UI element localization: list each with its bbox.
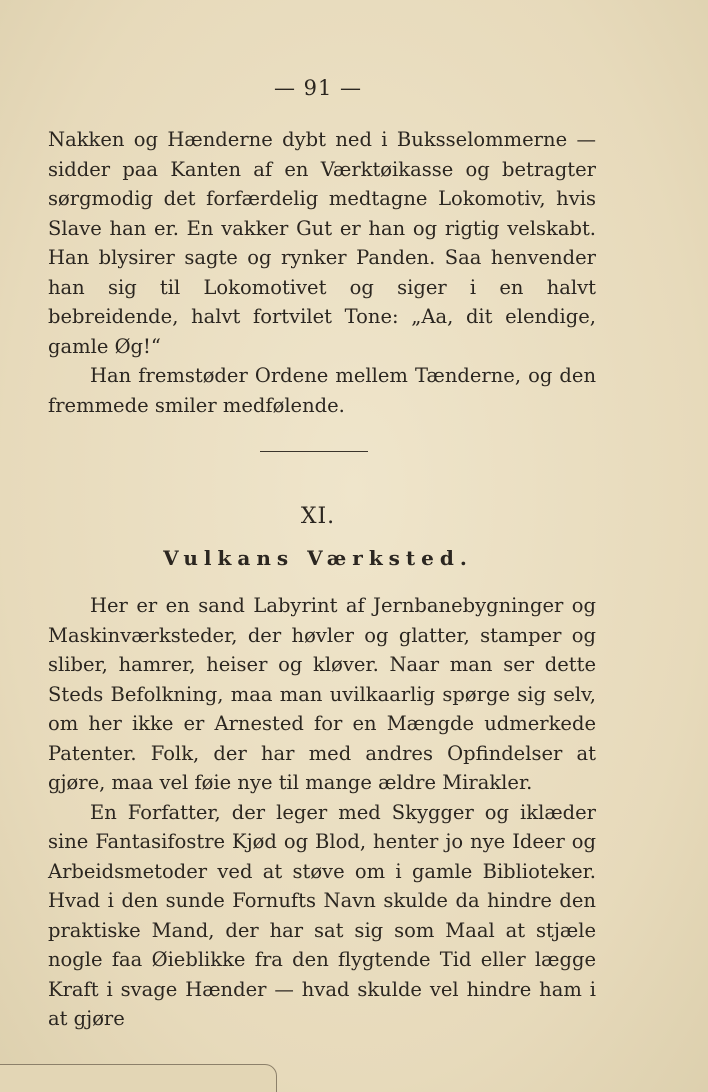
chapter-number: XI. — [300, 504, 336, 529]
paper-edge-tab — [0, 1064, 277, 1092]
page-number: — 91 — — [273, 76, 363, 100]
paragraph: Her er en sand Labyrint af Jernbanebygninger og Maskinværksteder, der høvler og glatter, stamper og sliber, hamrer, heiser og kløver. Naar man ser dette Steds Befolkning, maa man uvilkaarlig spørge sig selv, om her ikke er Arnested for en Mængde udmerkede Patenter. Folk, der har med andres Opfindelser at gjøre, maa vel føie nye til mange ældre Mirakler. — [48, 594, 596, 794]
chapter-title: Vulkans Værksted. — [163, 546, 473, 570]
paragraph: En Forfatter, der leger med Skygger og iklæder sine Fantasifostre Kjød og Blod, henter jo nye Ideer og Arbeidsmetoder ved at støve om i gamle Biblioteker. Hvad i den sunde Fornufts Navn skulde da hindre den praktiske Mand, der har sat sig som Maal at stjæle nogle faa Øieblikke fra den flygtende Tid eller lægge Kraft i svage Hænder — hvad skulde vel hindre ham i at gjøre — [48, 800, 596, 1030]
text-block-bottom — [48, 591, 596, 1034]
text-block-top — [48, 125, 596, 420]
paragraph: Han fremstøder Ordene mellem Tænderne, og den fremmede smiler medfølende. — [48, 364, 596, 417]
paragraph: Nakken og Hænderne dybt ned i Buksselommerne — sidder paa Kanten af en Værktøikasse og betragter sørgmodig det forfærdelig medtagne Lokomotiv, hvis Slave han er. En vakker Gut er han og rigtig velskabt. Han blysirer sagte og rynker Panden. Saa henvender han sig til Lokomotivet og siger i en halvt bebreidende, halvt fortvilet Tone: „Aa, dit elendige, gamle Øg!“ — [48, 128, 596, 358]
section-divider — [260, 451, 368, 452]
